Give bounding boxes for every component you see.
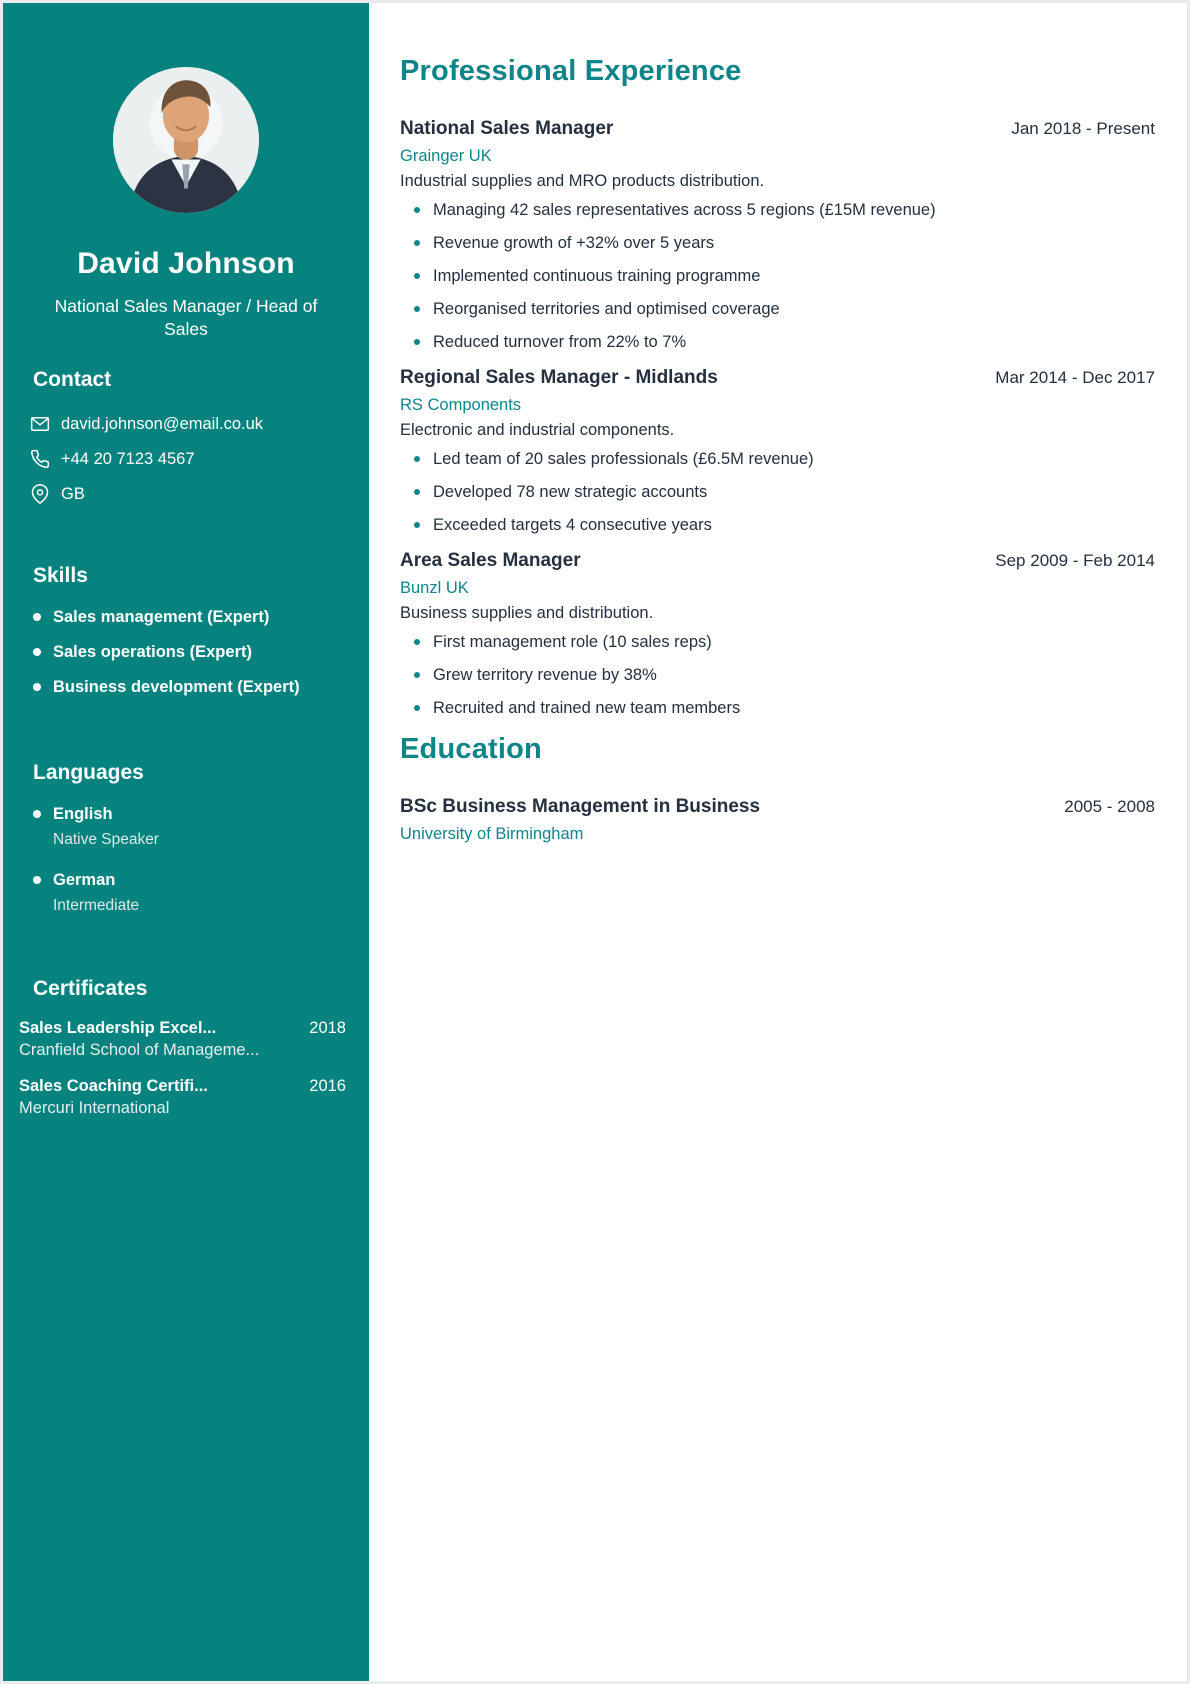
job-bullet: Developed 78 new strategic accounts <box>433 482 1155 502</box>
job-bullet: Led team of 20 sales professionals (£6.5M revenue) <box>433 449 1155 469</box>
certificate-title-row <box>19 1077 346 1096</box>
experience-heading: Professional Experience <box>400 55 742 87</box>
languages-list <box>30 805 342 915</box>
phone-icon <box>30 449 50 469</box>
experience-entry <box>400 118 1155 352</box>
job-bullet: Exceeded targets 4 consecutive years <box>433 515 1155 535</box>
job-company: Bunzl UK <box>400 579 469 597</box>
experience-entry-header <box>400 367 1155 389</box>
certificates-heading: Certificates <box>33 977 148 1001</box>
certificates-list <box>19 1019 346 1118</box>
education-school: University of Birmingham <box>400 825 584 843</box>
profile-photo <box>113 67 259 213</box>
certificate-name: Sales Coaching Certifi... <box>19 1077 208 1096</box>
job-bullet-list <box>400 449 1155 535</box>
education-heading: Education <box>400 733 542 765</box>
contact-location-row <box>30 484 342 504</box>
job-bullet-list <box>400 200 1155 352</box>
candidate-job-title: National Sales Manager / Head of Sales <box>54 296 318 340</box>
map-pin-icon <box>30 484 50 504</box>
skill-item: Sales operations (Expert) <box>33 643 342 662</box>
job-title: National Sales Manager <box>400 118 614 139</box>
degree-title: BSc Business Management in Business <box>400 796 761 817</box>
job-dates: Mar 2014 - Dec 2017 <box>995 368 1155 387</box>
languages-heading: Languages <box>33 761 144 785</box>
language-name: English <box>53 805 113 824</box>
contact-email-row <box>30 414 342 434</box>
job-description: Business supplies and distribution. <box>400 604 654 622</box>
certificate-year: 2016 <box>309 1077 346 1096</box>
contact-phone-row <box>30 449 342 469</box>
language-level: Intermediate <box>53 897 140 915</box>
job-bullet: Managing 42 sales representatives across 5 regions (£15M revenue) <box>433 200 1155 220</box>
job-title: Regional Sales Manager - Midlands <box>400 367 718 388</box>
job-dates: Sep 2009 - Feb 2014 <box>995 551 1155 570</box>
certificate-issuer: Cranfield School of Manageme... <box>19 1041 260 1060</box>
sidebar <box>3 3 369 1681</box>
experience-entry <box>400 367 1155 535</box>
job-dates: Jan 2018 - Present <box>1011 119 1155 138</box>
envelope-icon <box>30 414 50 434</box>
resume-sheet <box>3 3 1187 1681</box>
job-description: Industrial supplies and MRO products distribution. <box>400 172 765 190</box>
certificate-title-row <box>19 1019 346 1038</box>
skill-item: Business development (Expert) <box>33 678 342 697</box>
job-bullet: Recruited and trained new team members <box>433 698 1155 718</box>
skills-list <box>30 608 342 697</box>
certificate-name: Sales Leadership Excel... <box>19 1019 217 1038</box>
experience-entry <box>400 550 1155 718</box>
language-item <box>33 805 342 849</box>
experience-entry-header <box>400 118 1155 140</box>
job-bullet: First management role (10 sales reps) <box>433 632 1155 652</box>
job-bullet: Revenue growth of +32% over 5 years <box>433 233 1155 253</box>
job-company: Grainger UK <box>400 147 492 165</box>
job-bullet: Reorganised territories and optimised coverage <box>433 299 1155 319</box>
language-level: Native Speaker <box>53 831 159 849</box>
contact-list <box>30 414 342 504</box>
certificate-year: 2018 <box>309 1019 346 1038</box>
education-entry-header <box>400 796 1155 818</box>
job-company: RS Components <box>400 396 522 414</box>
language-item <box>33 871 342 915</box>
job-title: Area Sales Manager <box>400 550 581 571</box>
contact-heading: Contact <box>33 368 112 392</box>
job-bullet: Grew territory revenue by 38% <box>433 665 1155 685</box>
experience-entry-header <box>400 550 1155 572</box>
certificate-entry <box>19 1019 346 1060</box>
email-value: david.johnson@email.co.uk <box>61 414 264 433</box>
candidate-name: David Johnson <box>77 247 295 280</box>
certificate-issuer: Mercuri International <box>19 1099 170 1118</box>
avatar-illustration <box>113 67 259 213</box>
phone-value: +44 20 7123 4567 <box>61 449 195 468</box>
skill-item: Sales management (Expert) <box>33 608 342 627</box>
skills-heading: Skills <box>33 564 88 588</box>
language-name: German <box>53 871 116 890</box>
job-description: Electronic and industrial components. <box>400 421 675 439</box>
job-bullet: Reduced turnover from 22% to 7% <box>433 332 1155 352</box>
certificate-entry <box>19 1077 346 1118</box>
job-bullet-list <box>400 632 1155 718</box>
location-value: GB <box>61 484 85 503</box>
education-entry <box>400 796 1155 844</box>
education-dates: 2005 - 2008 <box>1064 797 1155 816</box>
main-content <box>369 3 1187 1681</box>
job-bullet: Implemented continuous training programme <box>433 266 1155 286</box>
